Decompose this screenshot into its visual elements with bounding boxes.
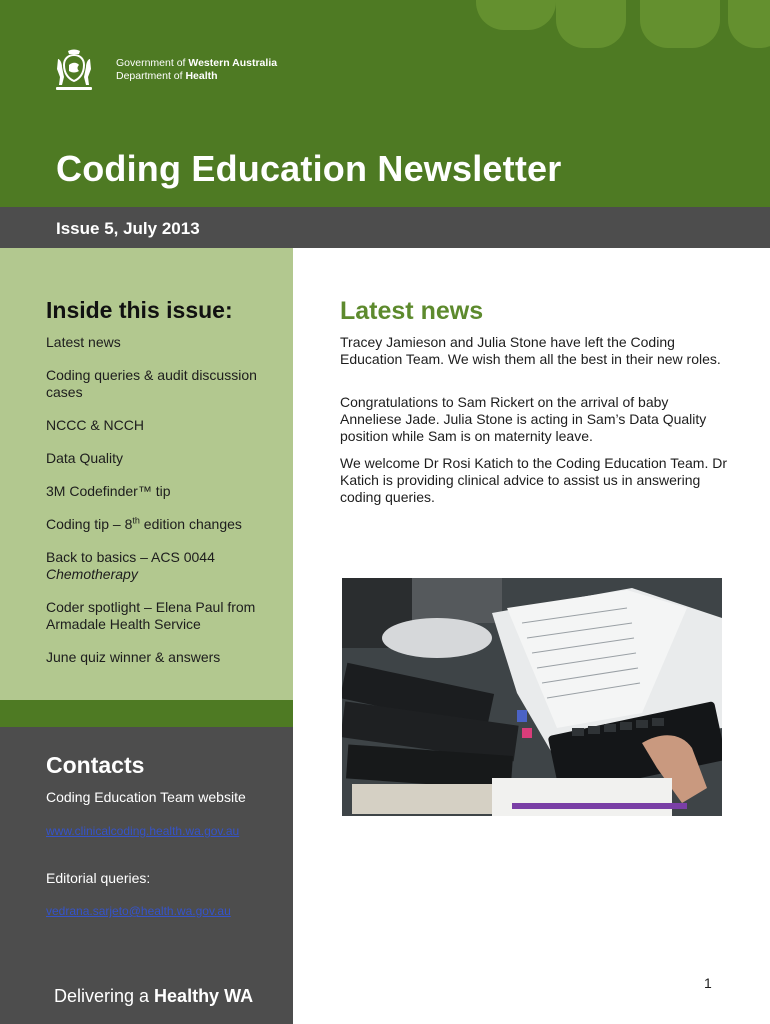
sidebar-divider-strip <box>0 700 293 727</box>
contact-email-link[interactable]: vedrana.sarjeto@health.wa.gov.au <box>46 904 231 918</box>
toc-item-text: Back to basics – ACS 0044 <box>46 549 215 565</box>
newsletter-title: Coding Education Newsletter <box>56 148 562 189</box>
toc-item: Coding queries & audit discussion cases <box>46 367 257 400</box>
latest-news-heading: Latest news <box>340 297 484 325</box>
header-banner <box>0 0 770 207</box>
government-text <box>116 57 277 83</box>
tagline-prefix: Delivering a <box>54 986 155 1006</box>
toc-item-italic: Chemotherapy <box>46 566 138 582</box>
decorative-shape <box>476 0 556 30</box>
contact-website-link[interactable]: www.clinicalcoding.health.wa.gov.au <box>46 824 240 838</box>
contact-website-label: Coding Education Team website <box>46 789 246 805</box>
toc-item: June quiz winner & answers <box>46 649 221 665</box>
toc-item: Coder spotlight – Elena Paul from Armadale Health Service <box>46 599 256 632</box>
toc-item <box>46 516 281 533</box>
decorative-shape <box>640 0 720 48</box>
issue-label: Issue 5, July 2013 <box>56 219 200 238</box>
toc-item-text: Coding tip – 8 <box>46 516 133 532</box>
toc-item: 3M Codefinder™ tip <box>46 483 171 499</box>
office-photo <box>342 578 722 816</box>
decorative-shape <box>728 0 770 48</box>
tagline <box>54 986 253 1007</box>
inside-issue-heading: Inside this issue: <box>46 297 233 323</box>
toc-item: Data Quality <box>46 450 124 466</box>
toc-item-superscript: th <box>132 515 140 526</box>
toc-item: NCCC & NCCH <box>46 417 144 433</box>
toc-item <box>46 549 281 583</box>
gov-prefix: Government of <box>116 57 189 69</box>
page-number: 1 <box>704 975 712 991</box>
dept-prefix: Department of <box>116 70 186 82</box>
news-paragraph: Tracey Jamieson and Julia Stone have left the Coding Education Team. We wish them all the best in their new roles. <box>340 334 721 367</box>
table-of-contents <box>46 334 281 682</box>
gov-state: Western Australia <box>188 57 278 69</box>
tagline-bold: Healthy WA <box>154 986 254 1006</box>
toc-item-text: edition changes <box>139 516 242 532</box>
dept-name: Health <box>185 70 218 82</box>
contact-editorial-label: Editorial queries: <box>46 870 151 886</box>
contacts-heading: Contacts <box>46 752 145 778</box>
toc-item: Latest news <box>46 334 121 350</box>
news-paragraph: We welcome Dr Rosi Katich to the Coding Education Team. Dr Katich is providing clinical advice to assist us in answering coding queries. <box>340 455 727 505</box>
news-paragraph: Congratulations to Sam Rickert on the arrival of baby Anneliese Jade. Julia Stone is acting in Sam’s Data Quality position while Sam is on maternity leave. <box>340 394 707 444</box>
wa-coat-of-arms-icon <box>54 49 114 93</box>
decorative-shape <box>556 0 626 48</box>
